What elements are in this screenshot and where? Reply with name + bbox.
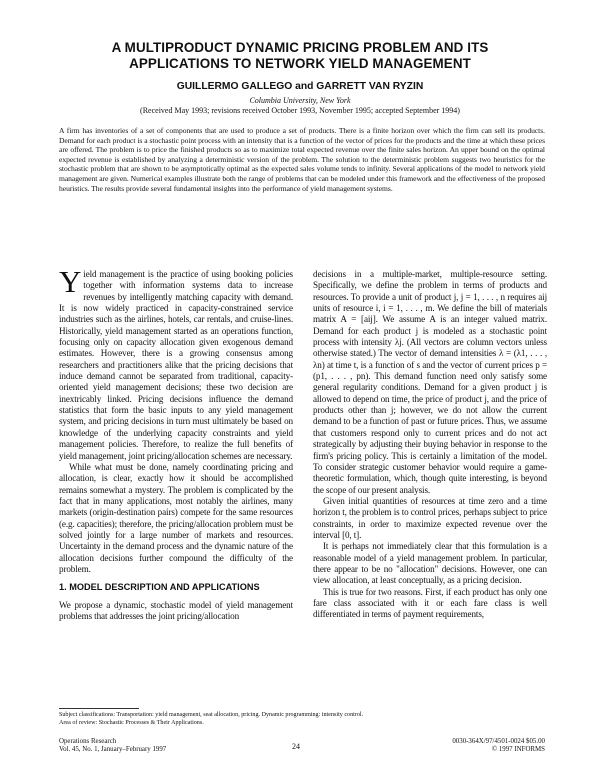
received-dates: (Received May 1993; revisions received October 1993, November 1995; accepted September 1994): [140, 106, 460, 115]
issn-code: 0030-364X/97/4501-0024 $05.00: [452, 738, 545, 745]
intro-paragraph-2: While what must be done, namely coordinating pricing and allocation, is clear, exactly how it should be accomplished remains somewhat a mystery. The problem is complicated by the fact that in many applications, most notably the airlines, many markets (origin-destination pairs) compete for the same resources (e.g. capacities); therefore, the pricing/allocation problem must be solved jointly for a large number of markets and resources. Uncertainty in the demand process and the dynamic nature of the allocation decisions further compound the difficulty of the problem.: [59, 461, 293, 574]
footnote: [59, 711, 545, 727]
abstract: A firm has inventories of a set of components that are used to produce a set of products. There is a finite horizon over which the firm can sell its products. Demand for each product is a stochastic point process with an intensity that is a function of the vector of prices for the products and the time at which these prices are offered. The problem is to price the finished products so as to maximize total expected revenue over the finite sales horizon. An upper bound on the optimal expected revenue is established by analyzing a deterministic version of the problem. The solution to the deterministic problem suggests two heuristics for the stochastic problem that are shown to be asymptotically optimal as the expected sales volume tends to infinity. Several applications of the model to network yield management are given. Numerical examples illustrate both the range of problems that can be modeled under this framework and the effectiveness of the proposed heuristics. The results provide several fundamental insights into the performance of yield management systems.: [59, 126, 545, 193]
journal-name: Operations Research: [59, 738, 117, 745]
page-number: 24: [292, 742, 300, 751]
intro-paragraph-1: Yield management is the practice of using booking policies together with information systems data to increase revenues by intelligently matching capacity with demand. It is now widely practiced in capacity-constrained service industries such as the airlines, hotels, car rentals, and cruise-lines. Historically, yield management started as an operations function, focusing only on capacity allocation given exogenous demand estimates. However, there is a growing consensus among researchers and practitioners alike that the pricing decisions that induce demand cannot be separated from traditional, capacity-oriented yield management decisions; these two decision are inextricably linked. Pricing decisions influence the demand statistics that form the basic inputs to any yield management system, and pricing decisions in turn must ultimately be based on knowledge of the underlying capacity constraints and yield management policies. Therefore, to realize the full benefits of yield management, joint pricing/allocation schemes are necessary.: [59, 264, 293, 461]
journal-code: [400, 738, 545, 754]
authors: GUILLERMO GALLEGO and GARRETT VAN RYZIN: [176, 81, 424, 92]
title-line-2: APPLICATIONS TO NETWORK YIELD MANAGEMENT: [129, 56, 471, 71]
paper-title: [40, 40, 560, 72]
left-column: [59, 264, 293, 622]
right-paragraph-1: decisions in a multiple-market, multiple-resource setting. Specifically, we define the problem in terms of products and resources. To provide a unit of product j, j = 1, . . . , n requires aij units of resource i, i = 1, . . . , m. We define the bill of materials matrix A = [aij]. We assume A is an integer valued matrix. Demand for each product j is modeled as a stochastic point process with intensity λj. (All vectors are column vectors unless otherwise stated.) The vector of demand intensities λ = (λ1, . . . , λn) at time t, is a function of s and the vector of current prices p = (p1, . . . , pn). This demand function need only satisfy some general regularity conditions. Demand for a given product j is allowed to depend on time, the price of product j, and the price of products other than j; however, we do not allow the current demand to be a function of past or future prices. Thus, we assume that customers respond only to current prices and do not act strategically by adjusting their buying behavior in response to the firm's pricing policy. This is certainly a limitation of the model. To consider strategic customer behavior would require a game-theoretic formulation, which, though quite interesting, is beyond the scope of our present analysis.: [313, 269, 547, 495]
footnote-rule: [59, 708, 139, 709]
right-column: [313, 269, 547, 621]
subject-classifications: Subject classifications: Transportation: yield management, seat allocation, pricing. Dynamic programming: intensity control.: [59, 712, 364, 718]
right-paragraph-4: This is true for two reasons. First, if each product has only one fare class associated with it or each fare class is well differentiated in terms of payment requirements,: [313, 586, 547, 620]
title-line-1: A MULTIPRODUCT DYNAMIC PRICING PROBLEM AND ITS: [111, 40, 489, 55]
right-paragraph-3: It is perhaps not immediately clear that this formulation is a reasonable model of a yield management problem. In particular, there appear to be no "allocation" decisions. However, one can view allocation, at least conceptually, as a pricing decision.: [313, 541, 547, 586]
area-of-review: Area of review: Stochastic Processes & Their Applications.: [59, 720, 204, 726]
section-heading: 1. MODEL DESCRIPTION AND APPLICATIONS: [59, 582, 260, 593]
affiliation: Columbia University, New York: [249, 96, 351, 105]
drop-cap: Y: [59, 264, 82, 299]
right-paragraph-2: Given initial quantities of resources at time zero and a time horizon t, the problem is to control prices, perhaps subject to price constraints, in order to maximize expected revenue over the interval [0, t].: [313, 495, 547, 540]
journal-info: [59, 738, 166, 754]
journal-volume: Vol. 45, No. 1, January–February 1997: [59, 746, 167, 753]
copyright: © 1997 INFORMS: [491, 746, 545, 753]
section-paragraph-1: We propose a dynamic, stochastic model of yield management problems that addresses the joint pricing/allocation: [59, 599, 293, 621]
